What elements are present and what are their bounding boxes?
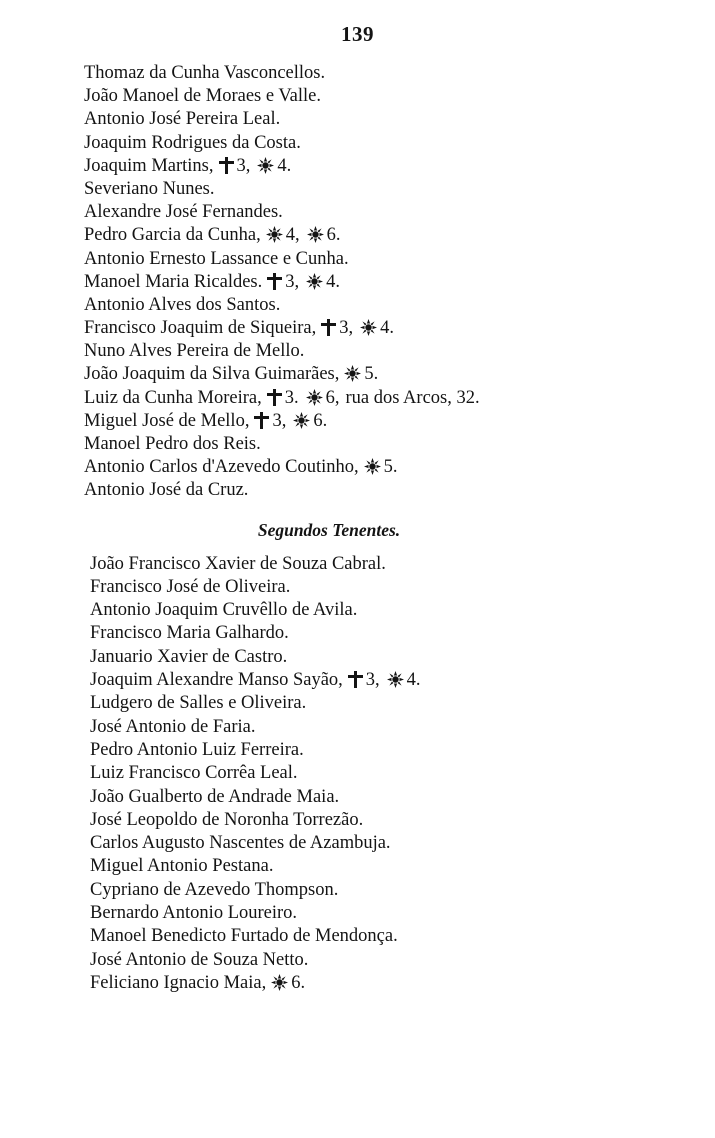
officer-list	[84, 62, 684, 995]
cross-icon	[321, 319, 336, 336]
decoration-number: 4.	[277, 155, 292, 176]
entry-name: Bernardo Antonio Loureiro.	[90, 903, 298, 924]
cross-icon	[267, 389, 282, 406]
list-item	[90, 809, 684, 832]
entry-name: Pedro Garcia da Cunha,	[84, 225, 261, 246]
list-item	[90, 879, 684, 902]
entry-name: Francisco Maria Galhardo.	[90, 623, 289, 644]
entry-name: José Antonio de Faria.	[90, 716, 256, 737]
decoration-number: 3,	[285, 271, 300, 292]
entry-name: Manoel Pedro dos Reis.	[84, 434, 261, 454]
star-icon	[307, 226, 324, 243]
list-item	[84, 271, 684, 294]
entry-name: Antonio Ernesto Lassance e Cunha.	[84, 248, 349, 269]
list-item	[90, 902, 684, 925]
list-item	[84, 178, 684, 201]
entry-address: rua dos Arcos, 32.	[345, 387, 480, 408]
decoration-number: 3,	[365, 670, 380, 691]
list-item	[84, 224, 684, 247]
entry-name: Antonio José da Cruz.	[84, 480, 249, 501]
list-item	[90, 599, 684, 622]
list-item	[84, 317, 684, 340]
decoration-number: 5.	[383, 457, 398, 478]
list-item	[90, 972, 684, 995]
list-item	[90, 855, 684, 878]
entry-name: Joaquim Alexandre Manso Sayão,	[90, 670, 343, 691]
list-item	[84, 132, 684, 155]
decoration-number: 6.	[313, 410, 328, 431]
section-heading: Segundos Tenentes.	[257, 519, 401, 540]
list-item	[90, 716, 684, 739]
decoration-number: 4.	[326, 271, 341, 292]
decoration-number: 5.	[364, 364, 379, 385]
section-segundos-tenentes	[90, 553, 684, 996]
list-item	[84, 340, 684, 363]
entry-name: Joaquim Martins,	[84, 155, 214, 176]
star-icon	[306, 273, 323, 290]
list-item	[90, 739, 684, 762]
list-item	[90, 646, 684, 669]
entry-name: Thomaz da Cunha Vasconcellos.	[84, 63, 326, 83]
entry-name: Ludgero de Salles e Oliveira.	[90, 693, 307, 714]
section-primeiros	[84, 62, 684, 503]
list-item	[90, 622, 684, 645]
decoration-number: 6,	[325, 387, 340, 408]
entry-name: Cypriano de Azevedo Thompson.	[90, 879, 339, 900]
entry-name: João Francisco Xavier de Souza Cabral.	[90, 553, 386, 574]
list-item	[90, 669, 684, 692]
decoration-number: 4.	[380, 318, 394, 339]
list-item	[84, 108, 684, 131]
entry-name: Manoel Benedicto Furtado de Mendonça.	[90, 926, 398, 947]
entry-name: Francisco José de Oliveira.	[90, 576, 291, 597]
list-item	[84, 456, 684, 479]
cross-icon	[267, 273, 282, 290]
entry-name: José Antonio de Souza Netto.	[90, 949, 309, 970]
entry-name: Francisco Joaquim de Siqueira,	[84, 318, 317, 339]
entry-name: João Gualberto de Andrade Maia.	[90, 786, 340, 807]
list-item	[84, 479, 684, 502]
entry-name: Joaquim Rodrigues da Costa.	[84, 132, 301, 153]
list-item	[84, 363, 684, 386]
entry-name: Miguel Antonio Pestana.	[90, 856, 274, 877]
star-icon	[360, 319, 377, 336]
entry-name: Antonio José Pereira Leal.	[84, 109, 281, 130]
star-icon	[293, 412, 310, 429]
entry-name: Antonio Carlos d'Azevedo Coutinho,	[84, 457, 359, 478]
entry-name: Carlos Augusto Nascentes de Azambuja.	[90, 833, 391, 854]
list-item	[90, 762, 684, 785]
entry-name: Pedro Antonio Luiz Ferreira.	[90, 739, 304, 760]
decoration-number: 3,	[272, 410, 287, 431]
decoration-number: 6.	[326, 225, 341, 246]
entry-name: Severiano Nunes.	[84, 178, 215, 199]
list-item	[84, 294, 684, 317]
list-item	[84, 248, 684, 271]
decoration-number: 3,	[236, 155, 251, 176]
entry-name: Manoel Maria Ricaldes.	[84, 271, 263, 292]
cross-icon	[254, 412, 269, 429]
list-item	[90, 692, 684, 715]
entry-name: José Leopoldo de Noronha Torrezão.	[90, 809, 364, 830]
star-icon	[387, 671, 404, 688]
page-number: 139	[341, 22, 374, 46]
entry-name: Alexandre José Fernandes.	[84, 202, 283, 223]
list-item	[90, 949, 684, 972]
decoration-number: 4.	[406, 670, 421, 691]
decoration-number: 6.	[291, 972, 306, 993]
entry-name: Feliciano Ignacio Maia,	[90, 972, 267, 993]
list-item	[90, 832, 684, 855]
entry-name: Miguel José de Mello,	[84, 410, 250, 431]
list-item	[84, 410, 684, 433]
entry-name: Luiz Francisco Corrêa Leal.	[90, 763, 298, 784]
entry-name: João Joaquim da Silva Guimarães,	[84, 364, 340, 385]
star-icon	[364, 458, 381, 475]
list-item	[84, 85, 684, 108]
list-item	[90, 553, 684, 576]
cross-icon	[219, 157, 234, 174]
decoration-number: 3,	[339, 318, 354, 339]
list-item	[90, 786, 684, 809]
list-item	[84, 155, 684, 178]
entry-name: Luiz da Cunha Moreira,	[84, 387, 262, 408]
star-icon	[344, 365, 361, 382]
star-icon	[266, 226, 283, 243]
entry-name: João Manoel de Moraes e Valle.	[84, 86, 322, 107]
decoration-number: 3.	[284, 387, 299, 408]
list-item	[84, 201, 684, 224]
decoration-number: 4,	[285, 225, 300, 246]
list-item	[90, 576, 684, 599]
star-icon	[271, 974, 288, 991]
list-item	[90, 925, 684, 948]
list-item	[84, 433, 684, 456]
entry-name: Antonio Alves dos Santos.	[84, 294, 281, 315]
star-icon	[306, 389, 323, 406]
list-item	[84, 387, 684, 410]
cross-icon	[348, 671, 363, 688]
entry-name: Antonio Joaquim Cruvêllo de Avila.	[90, 600, 358, 621]
star-icon	[257, 157, 274, 174]
list-item	[84, 62, 684, 85]
entry-name: Nuno Alves Pereira de Mello.	[84, 341, 305, 362]
entry-name: Januario Xavier de Castro.	[90, 646, 288, 667]
